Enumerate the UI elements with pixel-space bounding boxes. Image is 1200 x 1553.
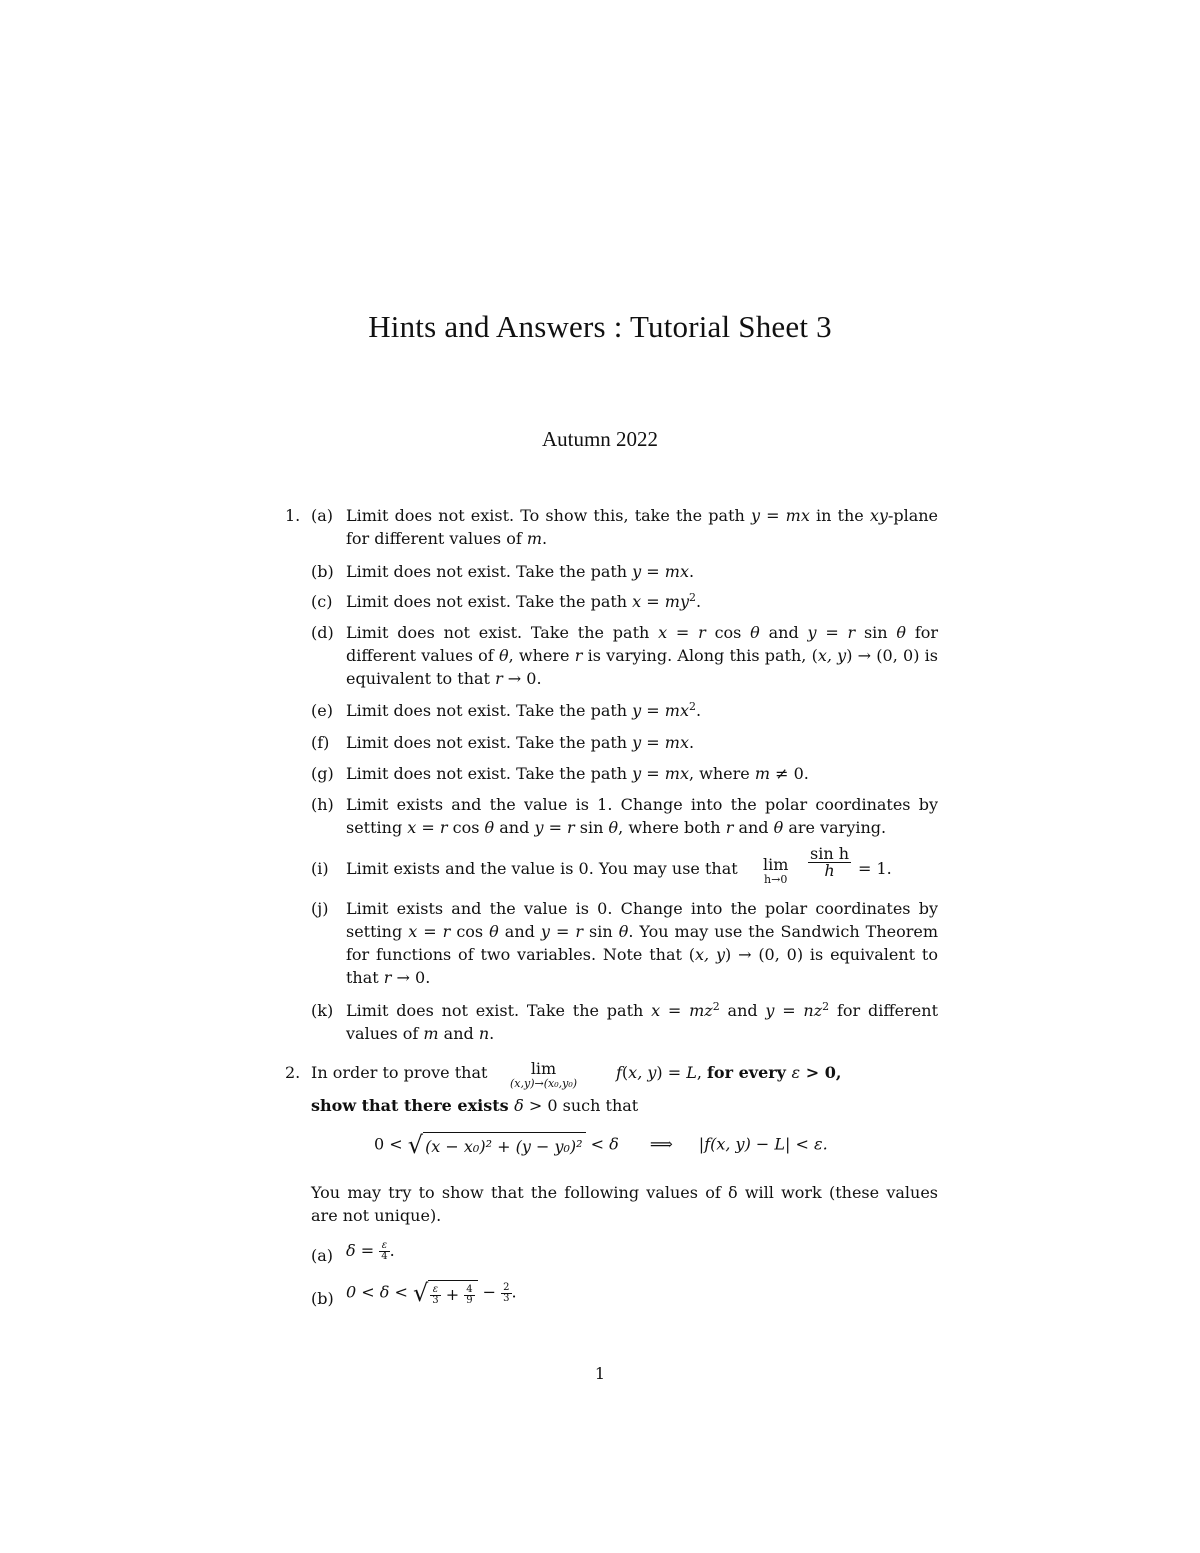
question-2-number: 2.: [285, 1063, 301, 1082]
q2-intro: In order to prove that: [311, 1063, 488, 1082]
q1-f-label: (f): [311, 733, 330, 752]
q2-a-text: δ = $\frac{\varepsilon}{4}$ .: [346, 1240, 395, 1262]
q1-b-label: (b): [311, 562, 334, 581]
q1-a-text: Limit does not exist. To show this, take the path y = mx in the xy-plane for different values of m.: [346, 506, 939, 548]
q2-limit: lim (x,y)→(x₀,y₀): [510, 1059, 578, 1090]
q1-k-label: (k): [311, 1001, 334, 1020]
q1-c-text: Limit does not exist. Take the path $x = my^2$.: [346, 591, 702, 611]
q1-j-label: (j): [311, 899, 329, 918]
q1-i-text: Limit exists and the value is 0. You may use that: [346, 859, 738, 878]
page-subtitle: Autumn 2022: [541, 427, 659, 451]
page-title: Hints and Answers : Tutorial Sheet 3: [368, 309, 832, 344]
q1-i-label: (i): [311, 859, 329, 878]
page-number: 1: [594, 1364, 606, 1383]
q1-e-text: Limit does not exist. Take the path $y = mx^2$.: [346, 700, 702, 720]
q1-j-text: Limit exists and the value is 0. Change into the polar coordinates by setting x = r cos θ and y = r sin θ. You may use the Sandwich Theorem for functions of two variables. Note that (x, y) → (0, 0) is equivalent to that r → 0.: [346, 899, 939, 987]
q1-b-text: Limit does not exist. Take the path y = mx.: [346, 562, 695, 581]
q1-f-text: Limit does not exist. Take the path y = mx.: [346, 733, 695, 752]
q1-d-text: Limit does not exist. Take the path x = r cos θ and y = r sin θ for different values of θ, where r is varying. Along this path, (x, y) → (0, 0) is equivalent to that r → 0.: [346, 623, 939, 688]
q1-h-label: (h): [311, 795, 334, 814]
q1-e-label: (e): [311, 701, 333, 720]
q2-intro-rest: f(x, y) = L, for every ε > 0,: [616, 1063, 842, 1082]
q1-c-label: (c): [311, 592, 333, 611]
q2-paragraph: You may try to show that the following values of δ will work (these values are not unique).: [311, 1183, 938, 1225]
q1-i-fraction: $\frac{\text{sin h}}{h}$: [810, 844, 850, 880]
square-root: √ (x − x₀)² + (y − y₀)²: [408, 1132, 586, 1158]
question-1-number: 1.: [285, 506, 301, 525]
q2-a-label: (a): [311, 1246, 334, 1265]
q2-b-label: (b): [311, 1289, 334, 1308]
q1-k-text: Limit does not exist. Take the path $x = mz^2$ and $y = nz^2$ for different values of m and n.: [346, 1000, 939, 1043]
q1-h-text: Limit exists and the value is 1. Change into the polar coordinates by setting x = r cos θ and y = r sin θ, where both r and θ are varying.: [346, 795, 938, 837]
q2-intro-line2: show that there exists δ > 0 such that: [311, 1096, 639, 1115]
q1-i-equals: = 1.: [858, 859, 892, 878]
q2-b-text: 0 < δ < √ $\frac{\varepsilon}{3}$ + $\frac{4}{9}$ − $\frac{2}{3}$ .: [346, 1279, 517, 1307]
q2-display-equation: 0 < √ (x − x₀)² + (y − y₀)² < δ ⟹ |f(x, y) − L| < ε.: [374, 1131, 828, 1159]
q1-g-text: Limit does not exist. Take the path y = mx, where m ≠ 0.: [346, 764, 809, 783]
q1-g-label: (g): [311, 764, 334, 783]
square-root: √ $\frac{\varepsilon}{3}$ + $\frac{4}{9}$: [413, 1280, 478, 1306]
q1-d-label: (d): [311, 623, 334, 642]
q1-a-label: (a): [311, 506, 334, 525]
q1-i-limit: lim h→0: [763, 855, 789, 886]
